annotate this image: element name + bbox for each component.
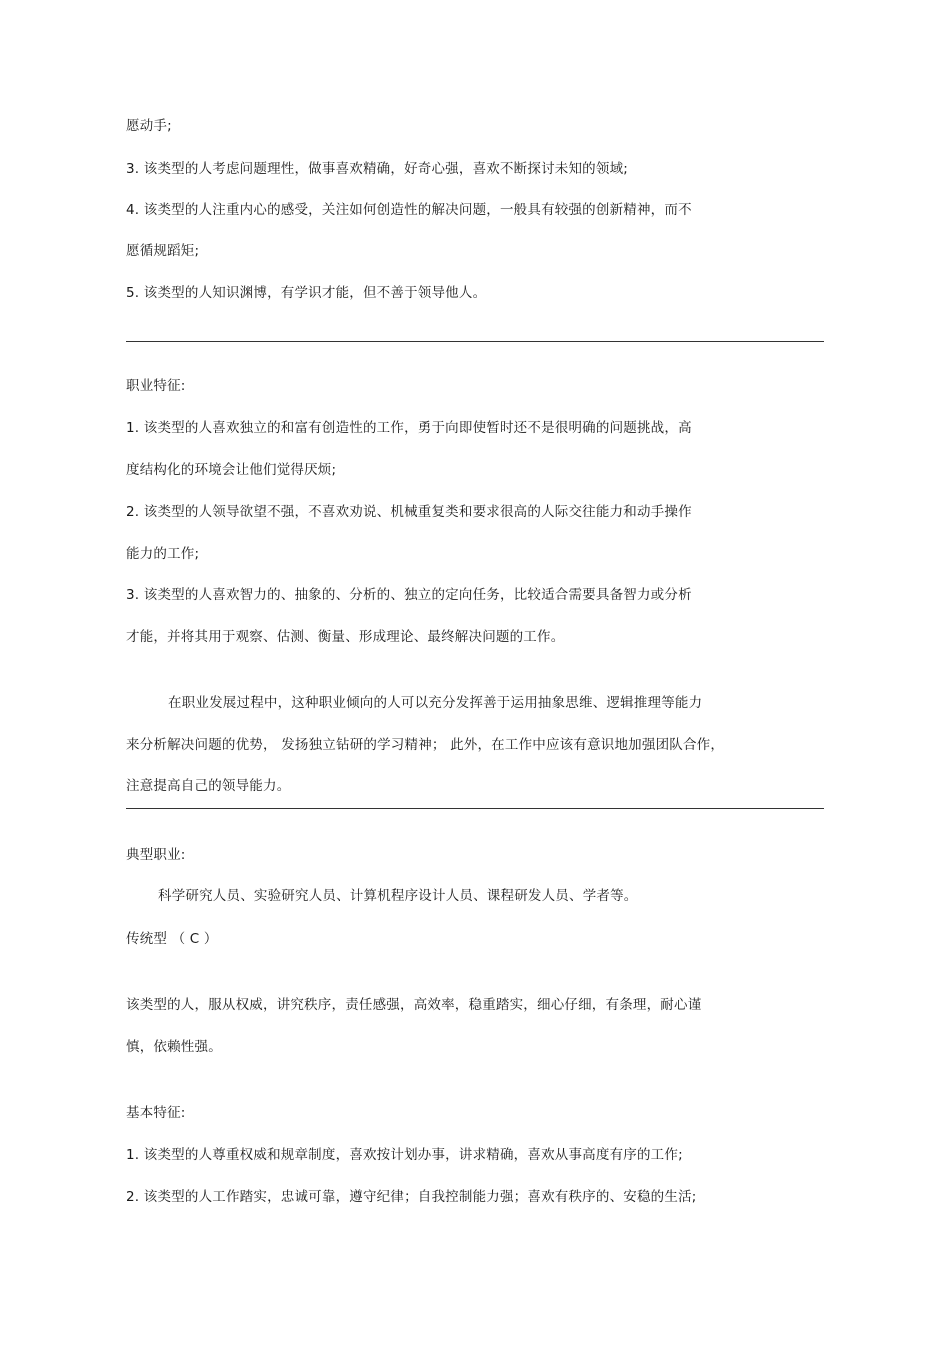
section-heading: 基本特征: — [126, 1105, 186, 1121]
text-line: 5. 该类型的人知识渊博，有学识才能，但不善于领导他人。 — [126, 285, 487, 301]
section-heading: 职业特征: — [126, 378, 186, 394]
text-line: 2. 该类型的人工作踏实，忠诚可靠，遵守纪律；自我控制能力强；喜欢有秩序的、安稳的生活; — [126, 1189, 697, 1205]
type-title: 传统型 （ C ） — [126, 931, 218, 947]
text-line: 3. 该类型的人考虑问题理性，做事喜欢精确，好奇心强，喜欢不断探讨未知的领域; — [126, 161, 629, 177]
text-line: 1. 该类型的人尊重权威和规章制度，喜欢按计划办事，讲求精确，喜欢从事高度有序的工作; — [126, 1147, 683, 1163]
text-line: 3. 该类型的人喜欢智力的、抽象的、分析的、独立的定向任务，比较适合需要具备智力或分析 — [126, 587, 692, 603]
paragraph-line: 注意提高自己的领导能力。 — [126, 778, 291, 794]
text-line: 该类型的人，服从权威，讲究秩序，责任感强，高效率，稳重踏实，细心仔细，有条理，耐心谨 — [126, 997, 702, 1013]
text-line: 2. 该类型的人领导欲望不强，不喜欢劝说、机械重复类和要求很高的人际交往能力和动手操作 — [126, 504, 692, 520]
text-line: 愿循规蹈矩; — [126, 243, 200, 259]
text-line: 能力的工作; — [126, 546, 200, 562]
text-line: 度结构化的环境会让他们觉得厌烦; — [126, 462, 337, 478]
text-line: 4. 该类型的人注重内心的感受，关注如何创造性的解决问题，一般具有较强的创新精神，而不 — [126, 202, 692, 218]
section-heading: 典型职业: — [126, 847, 186, 863]
text-line: 才能，并将其用于观察、估测、衡量、形成理论、最终解决问题的工作。 — [126, 629, 565, 645]
paragraph-line: 在职业发展过程中，这种职业倾向的人可以充分发挥善于运用抽象思维、逻辑推理等能力 — [168, 695, 703, 711]
text-line: 1. 该类型的人喜欢独立的和富有创造性的工作，勇于向即使暂时还不是很明确的问题挑战，高 — [126, 420, 692, 436]
text-line: 慎，依赖性强。 — [126, 1039, 222, 1055]
divider — [126, 808, 824, 809]
text-line: 愿动手; — [126, 118, 172, 134]
divider — [126, 341, 824, 342]
typical-jobs-text: 科学研究人员、实验研究人员、计算机程序设计人员、课程研发人员、学者等。 — [158, 888, 638, 904]
paragraph-line: 来分析解决问题的优势， 发扬独立钻研的学习精神； 此外，在工作中应该有意识地加强团队合作， — [126, 737, 725, 753]
